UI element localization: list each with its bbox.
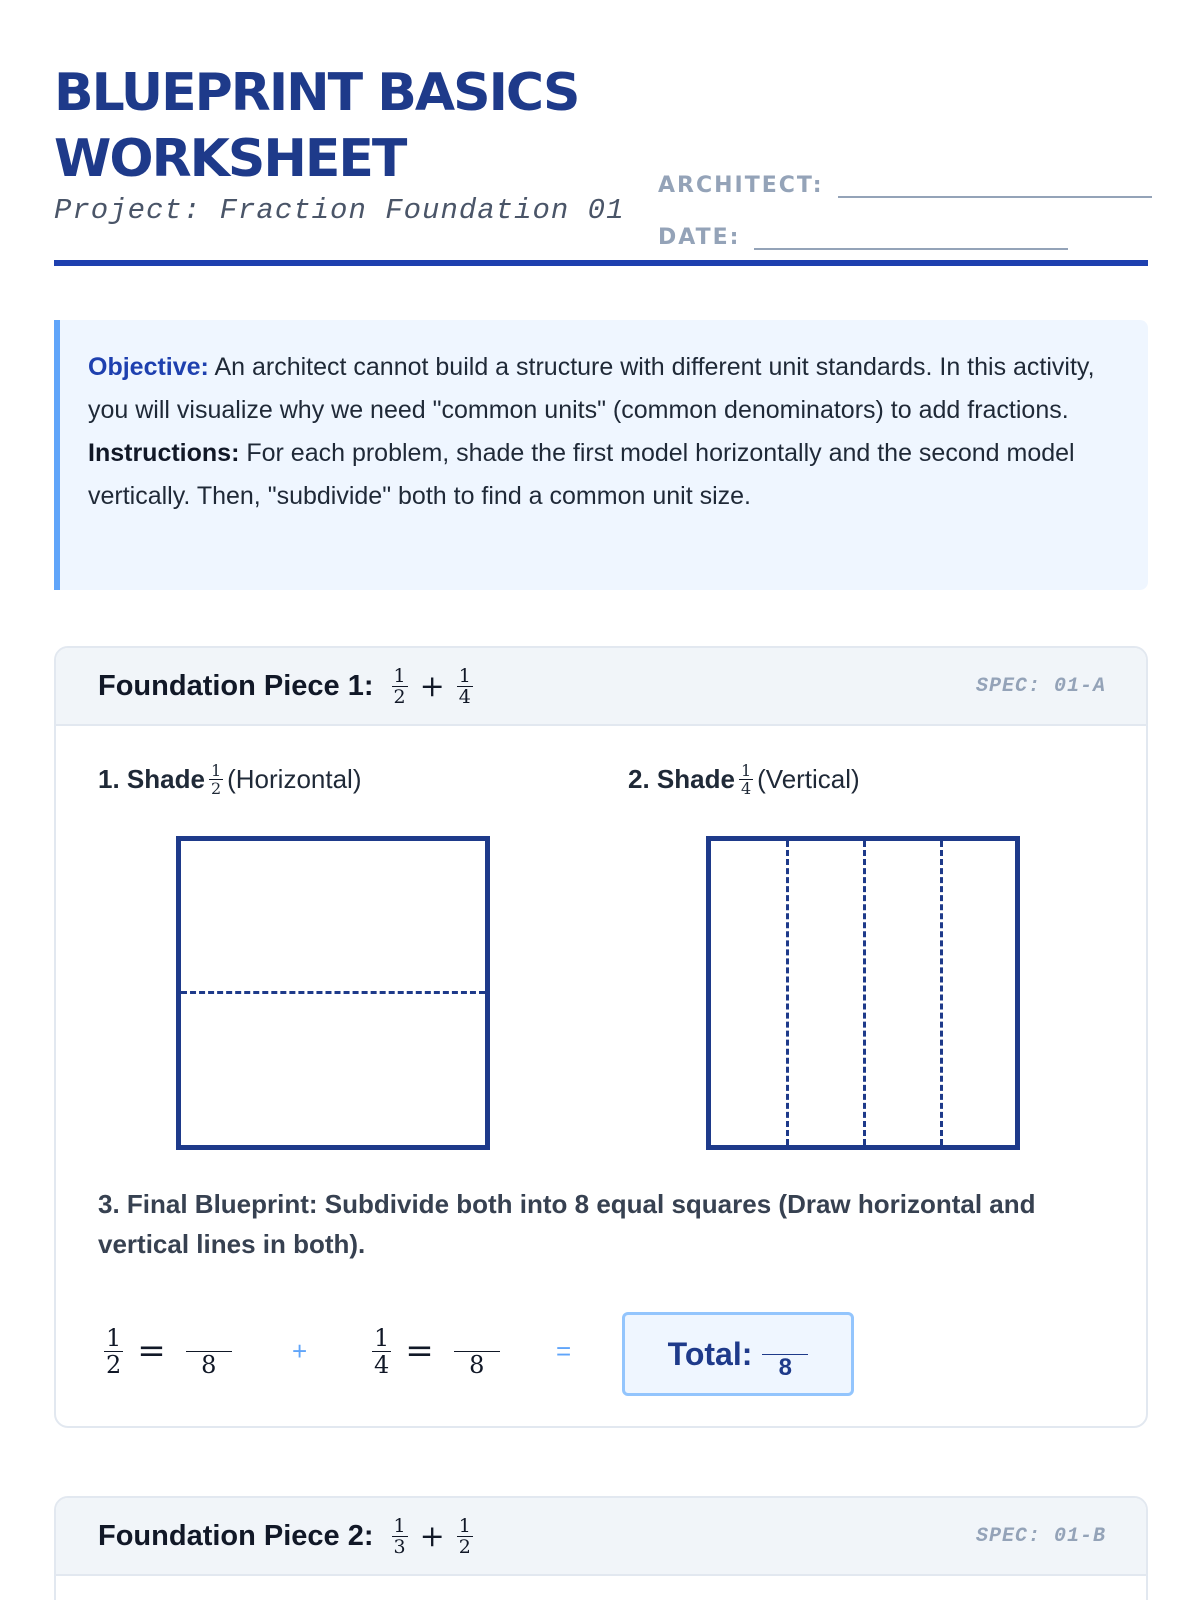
project-subtitle: Project: Fraction Foundation 01 (54, 194, 625, 227)
foundation-piece-2-card (54, 1496, 1148, 1600)
objective-paragraph (88, 346, 1116, 432)
equation-b-fraction: $\frac{1}{4}$ (374, 1323, 390, 1379)
equation-a (100, 1306, 232, 1396)
title-line-1: BLUEPRINT BASICS (54, 63, 579, 123)
header-fields (658, 146, 1152, 250)
equation-row (100, 1306, 1100, 1396)
equation-a-answer-blank[interactable]: 8 (186, 1325, 232, 1378)
shade-2-label (628, 762, 860, 797)
title-line-2: WORKSHEET (54, 129, 406, 189)
architect-input-line[interactable] (838, 168, 1152, 198)
card-body (56, 726, 1146, 1428)
vertical-divider (863, 841, 866, 1145)
architect-field-row (658, 146, 1152, 198)
fraction-a: $\frac{1}{2}$ (393, 664, 406, 708)
plus-operator: + (292, 1335, 308, 1366)
fraction-b: $\frac{1}{2}$ (458, 1514, 471, 1558)
shade-2-fraction: $\frac{1}{4}$ (740, 761, 752, 798)
header-divider (54, 260, 1148, 266)
card-title (98, 1516, 477, 1557)
objective-lead: Objective: (88, 353, 209, 381)
objective-box (54, 320, 1148, 590)
date-field-row (658, 198, 1152, 250)
equals-sign: = (405, 1331, 434, 1371)
total-box[interactable] (622, 1312, 854, 1396)
shade-2-suffix: (Vertical) (757, 764, 860, 794)
equation-b (368, 1306, 500, 1396)
plus-sign: + (419, 1518, 445, 1554)
card-title-text: Foundation Piece 1: (98, 669, 374, 702)
card-header (56, 648, 1146, 726)
card-header (56, 1498, 1146, 1576)
fraction-b: $\frac{1}{4}$ (458, 664, 471, 708)
instructions-lead: Instructions: (88, 439, 240, 467)
final-blueprint-instruction: 3. Final Blueprint: Subdivide both into 8 equal squares (Draw horizontal and vertical lines in both). (98, 1189, 1036, 1259)
shade-1-fraction: $\frac{1}{2}$ (210, 761, 222, 798)
foundation-piece-1-card (54, 646, 1148, 1428)
plus-sign: + (419, 668, 445, 704)
shade-1-suffix: (Horizontal) (227, 764, 362, 794)
shade-2-prefix: 2. Shade (628, 764, 735, 794)
shade-1-label (98, 762, 362, 797)
horizontal-model-box[interactable] (176, 836, 490, 1150)
horizontal-divider (181, 991, 485, 994)
card-title (98, 666, 477, 707)
equals-sign: = (137, 1331, 166, 1371)
instructions-paragraph (88, 432, 1116, 518)
equation-a-fraction: $\frac{1}{2}$ (106, 1323, 122, 1379)
total-label: Total: (667, 1335, 753, 1372)
worksheet-header (54, 60, 1148, 270)
vertical-divider (940, 841, 943, 1145)
date-label: DATE: (658, 225, 741, 250)
vertical-model-box[interactable] (706, 836, 1020, 1150)
objective-text: An architect cannot build a structure with different unit standards. In this activity, you will visualize why we need "common units" (common denominators) to add fractions. (88, 353, 1095, 424)
vertical-divider (786, 841, 789, 1145)
fraction-a: $\frac{1}{3}$ (393, 1514, 406, 1558)
total-answer-blank[interactable]: 8 (762, 1328, 808, 1381)
spec-code: SPEC: 01-B (975, 1524, 1106, 1548)
date-input-line[interactable] (754, 220, 1068, 250)
equation-b-answer-blank[interactable]: 8 (454, 1325, 500, 1378)
shade-1-prefix: 1. Shade (98, 764, 205, 794)
equals-operator: = (556, 1335, 572, 1366)
spec-code: SPEC: 01-A (975, 674, 1106, 698)
architect-label: ARCHITECT: (658, 173, 824, 198)
card-title-text: Foundation Piece 2: (98, 1519, 374, 1552)
instructions-text: For each problem, shade the first model horizontally and the second model vertically. Then, "subdivide" both to find a common unit size. (88, 439, 1075, 510)
